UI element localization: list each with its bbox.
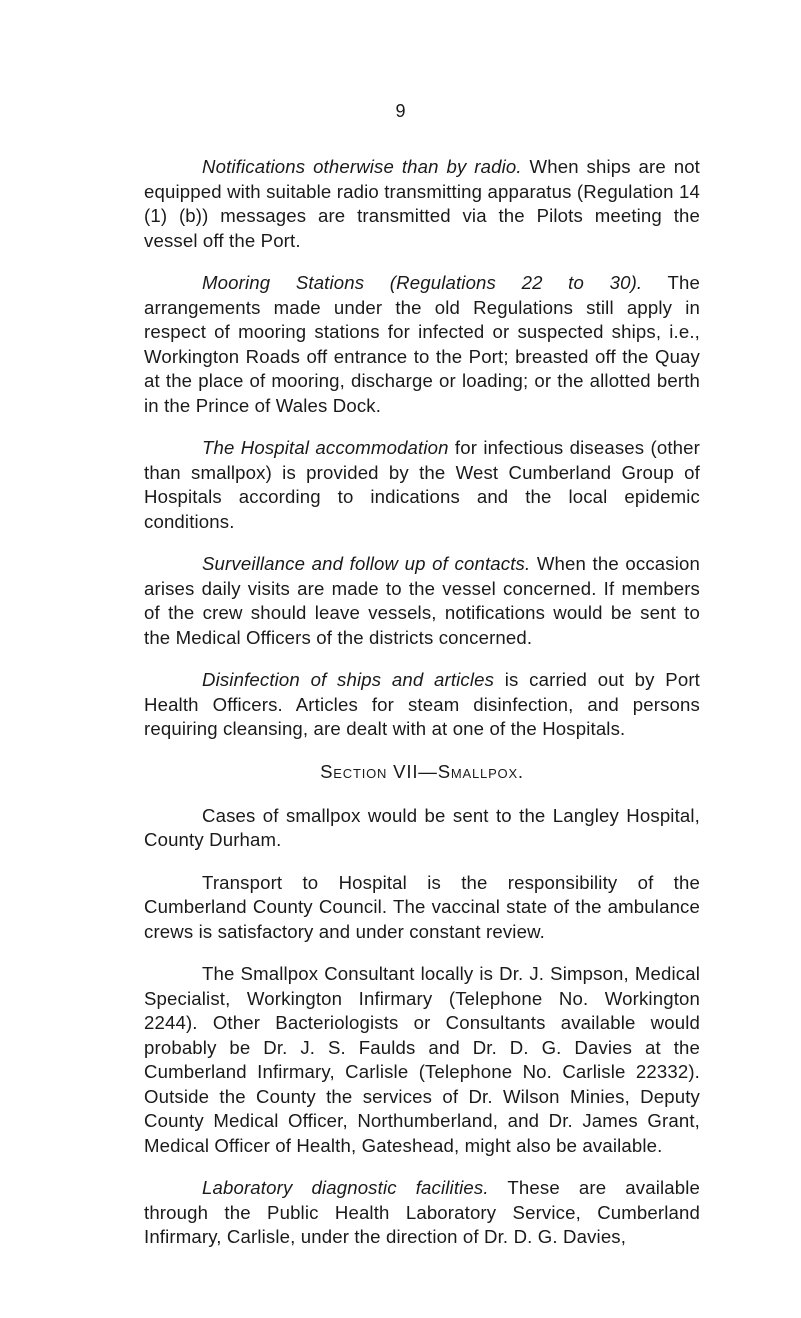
paragraph-hospital-accommodation xyxy=(144,436,700,534)
paragraph-lead: Notifications otherwise than by radio. xyxy=(202,156,522,177)
section-heading: Section VII—Smallpox. xyxy=(320,760,524,782)
document-body xyxy=(144,155,700,1268)
paragraph-mooring-stations xyxy=(144,271,700,418)
paragraph-text: is carried out by Port Health Officers. Articles for steam disinfection, and persons requiring cleansing, are dealt with at one of the Hospitals. xyxy=(144,669,700,739)
paragraph-text: When the occasion arises daily visits are made to the vessel concerned. If members of the crew should leave vessels, notifications would be sent to the Medical Officers of the districts concerned. xyxy=(144,553,700,648)
paragraph-lead: Laboratory diagnostic facilities. xyxy=(202,1177,489,1198)
paragraph-lead: The Hospital accommodation xyxy=(202,437,449,458)
paragraph-lead: Surveillance and follow up of contacts. xyxy=(202,553,531,574)
paragraph-text: Cases of smallpox would be sent to the Langley Hospital, County Durham. xyxy=(144,804,700,850)
paragraph-transport xyxy=(144,871,700,945)
paragraph-surveillance xyxy=(144,552,700,650)
paragraph-consultants xyxy=(144,962,700,1158)
paragraph-lead: Mooring Stations (Regulations 22 to 30). xyxy=(202,272,643,293)
paragraph-lead: Disinfection of ships and articles xyxy=(202,669,495,690)
paragraph-text: for infectious diseases (other than smallpox) is provided by the West Cumberland Group of Hospitals according to indications and the local epidemic conditions. xyxy=(144,437,700,532)
paragraph-notifications xyxy=(144,155,700,253)
paragraph-text: When ships are not equipped with suitable radio transmitting apparatus (Regulation 14 (1) (b)) messages are transmitted via the Pilots meeting the vessel off the Port. xyxy=(144,156,700,251)
paragraph-text: These are available through the Public Health Laboratory Service, Cumberland Infirmary, Carlisle, under the direction of Dr. D. G. Davies, xyxy=(144,1177,701,1247)
paragraph-text: The Smallpox Consultant locally is Dr. J. Simpson, Medical Specialist, Workington Infirmary (Telephone No. Workington 2244). Other Bacteriologists or Consultants available would probably be Dr. J. S. Faulds and Dr. D. G. Davies at the Cumberland Infirmary, Carlisle (Telephone No. Carlisle 22332). Outside the County the services of Dr. Wilson Minies, Deputy County Medical Officer, Northumberland, and Dr. James Grant, Medical Officer of Health, Gateshead, might also be available. xyxy=(144,963,700,1156)
paragraph-laboratory xyxy=(144,1176,700,1250)
paragraph-smallpox-cases xyxy=(144,804,700,853)
paragraph-text: Transport to Hospital is the responsibility of the Cumberland County Council. The vaccinal state of the ambulance crews is satisfactory and under constant review. xyxy=(144,871,700,942)
paragraph-disinfection xyxy=(144,668,700,742)
paragraph-text: The arrangements made under the old Regulations still apply in respect of mooring stations for infected or suspected ships, i.e., Workington Roads off entrance to the Port; breasted off the Quay at the place of mooring, discharge or loading; or the allotted berth in the Prince of Wales Dock. xyxy=(144,272,700,416)
page-number: 9 xyxy=(395,101,406,121)
